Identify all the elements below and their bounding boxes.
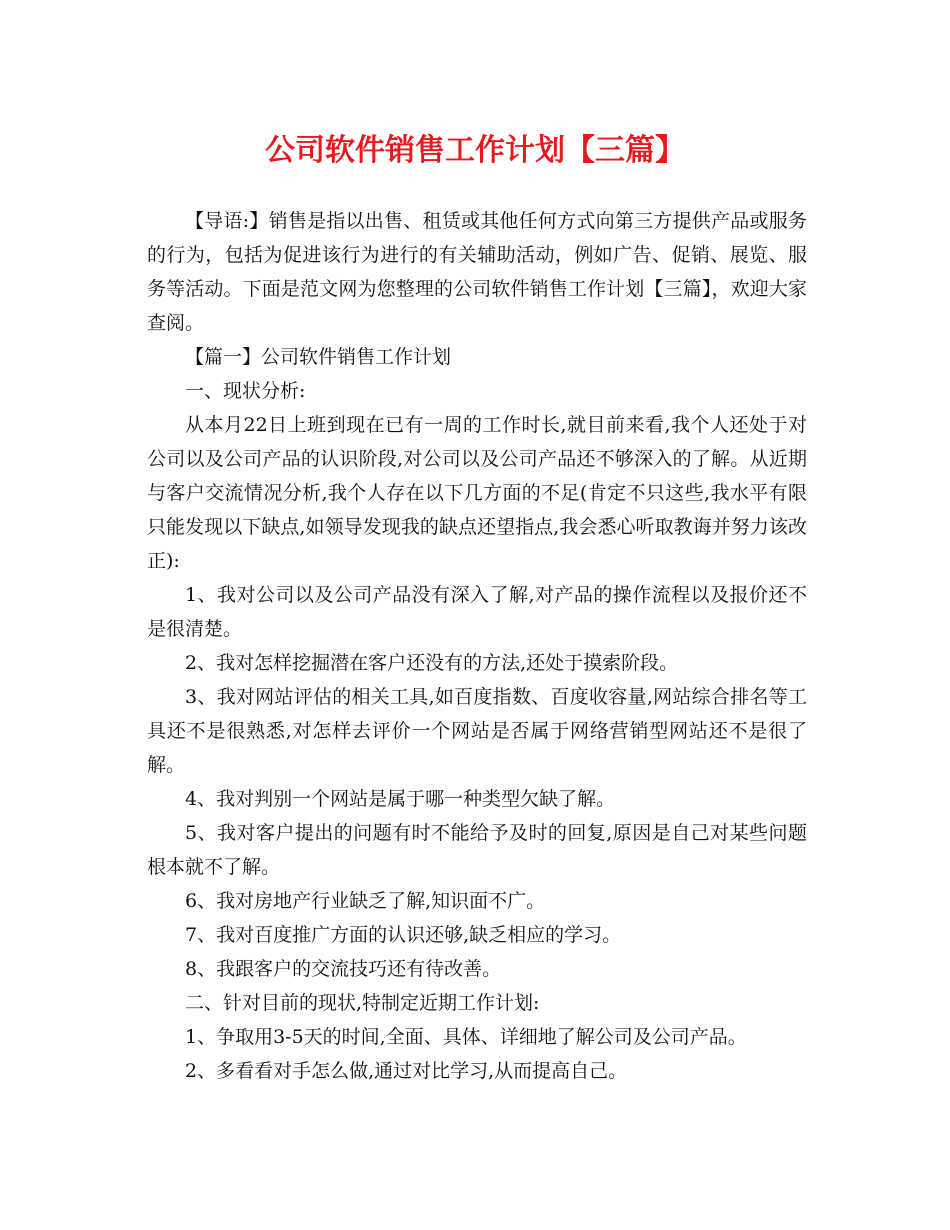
list-item: 4、我对判别一个网站是属于哪一种类型欠缺了解。	[185, 788, 616, 810]
list-item: 2、我对怎样挖掘潜在客户还没有的方法,还处于摸索阶段。	[185, 652, 679, 674]
list-item: 6、我对房地产行业缺乏了解,知识面不广。	[185, 890, 546, 912]
list-item: 1、我对公司以及公司产品没有深入了解,对产品的操作流程以及报价还不是很清楚。	[147, 584, 807, 640]
section-heading-part-one: 【篇一】公司软件销售工作计划	[185, 346, 452, 368]
list-item: 2、多看看对手怎么做,通过对比学习,从而提高自己。	[185, 1060, 628, 1082]
list-item: 8、我跟客户的交流技巧还有待改善。	[185, 958, 502, 980]
intro-paragraph: 【导语:】销售是指以出售、租赁或其他任何方式向第三方提供产品或服务的行为，包括为促进该行为进行的有关辅助活动，例如广告、促销、展览、服务等活动。下面是范文网为您整理的公司软件销售工作计划【三篇】，欢迎大家查阅。	[147, 210, 807, 334]
body-paragraph: 从本月22日上班到现在已有一周的工作时长,就目前来看,我个人还处于对公司以及公司产品的认识阶段,对公司以及公司产品还不够深入的了解。从近期与客户交流情况分析,我个人存在以下几方面的不足(肯定不只这些,我水平有限只能发现以下缺点,如领导发现我的缺点还望指点,我会悉心听取教诲并努力该改正):	[147, 414, 807, 572]
subheading-status-analysis: 一、现状分析:	[185, 380, 306, 402]
document-title: 公司软件销售工作计划【三篇】	[265, 133, 685, 168]
list-item: 5、我对客户提出的问题有时不能给予及时的回复,原因是自己对某些问题根本就不了解。	[147, 822, 807, 878]
list-item: 1、争取用3-5天的时间,全面、具体、详细地了解公司及公司产品。	[185, 1026, 747, 1048]
list-item: 3、我对网站评估的相关工具,如百度指数、百度收容量,网站综合排名等工具还不是很熟悉,对怎样去评价一个网站是否属于网络营销型网站还不是很了解。	[147, 686, 807, 776]
subheading-work-plan: 二、针对目前的现状,特制定近期工作计划:	[185, 992, 540, 1014]
list-item: 7、我对百度推广方面的认识还够,缺乏相应的学习。	[185, 924, 622, 946]
document-body	[147, 204, 807, 1088]
